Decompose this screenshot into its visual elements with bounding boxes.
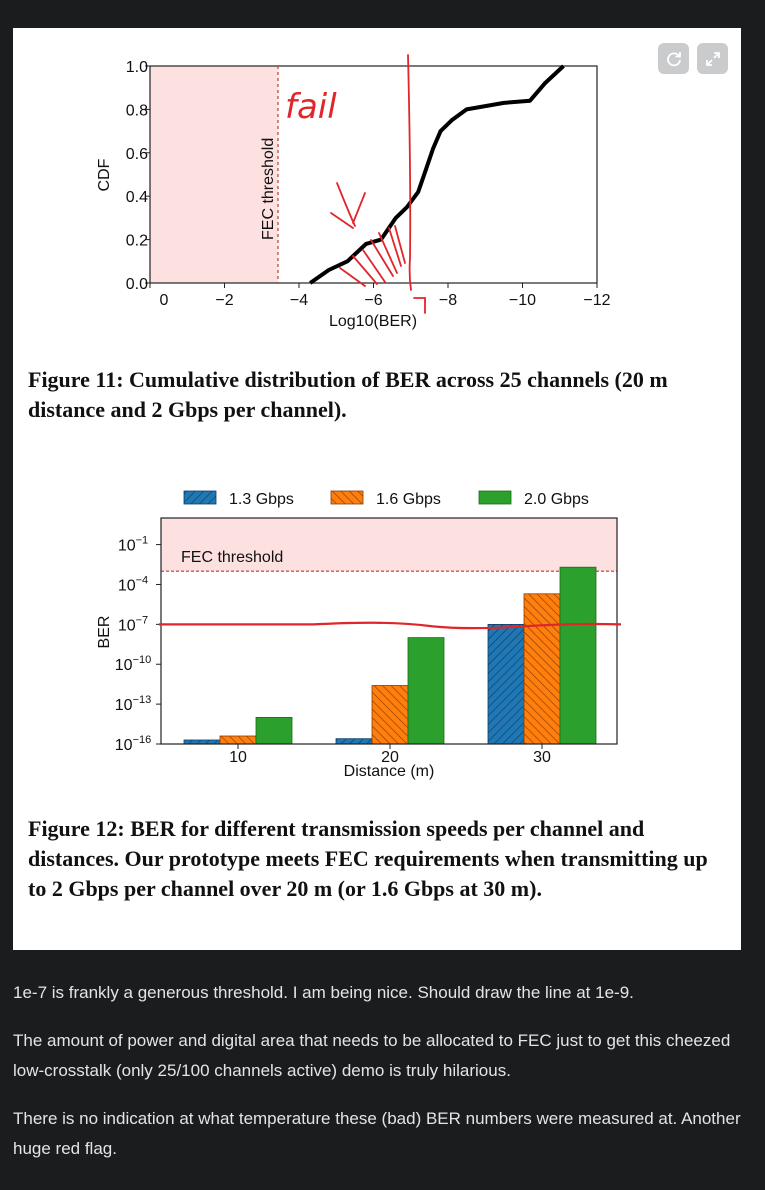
handwritten-vertical-line [408, 55, 411, 290]
x-tick-label: 10 [229, 749, 247, 766]
y-tick-label: 1.0 [125, 59, 148, 76]
legend-label-20: 2.0 Gbps [524, 491, 589, 508]
comment-paragraph: 1e-7 is frankly a generous threshold. I am being nice. Should draw the line at 1e-9. [13, 983, 634, 1002]
figure-12-ylabel: BER [96, 615, 113, 649]
bar [336, 739, 372, 744]
y-tick-label: $10^{-16}$ [114, 734, 152, 754]
handwritten-tick-mark [414, 298, 425, 313]
y-tick-label: $10^{-1}$ [117, 534, 149, 555]
bar [560, 567, 596, 744]
x-tick-label: −4 [289, 292, 309, 309]
handwritten-hatching [340, 226, 405, 286]
y-tick-label: 0.8 [125, 102, 148, 120]
x-tick-label: 20 [381, 749, 399, 766]
fec-threshold-label-12: FEC threshold [181, 549, 284, 566]
y-tick-label: $10^{-7}$ [117, 614, 149, 635]
figure-11-ylabel: CDF [96, 158, 113, 192]
x-tick-label: −6 [364, 292, 383, 309]
expand-icon [704, 50, 722, 68]
x-tick-label: −10 [508, 292, 537, 309]
x-tick-label: 30 [533, 749, 551, 766]
legend-label-13: 1.3 Gbps [229, 491, 294, 508]
bar [256, 717, 292, 744]
bar [524, 594, 560, 744]
cdf-line [310, 66, 563, 283]
y-tick-label: 0.4 [125, 189, 148, 207]
y-tick-label: 0.2 [125, 232, 148, 250]
y-tick-label: $10^{-13}$ [114, 694, 152, 715]
handwritten-annotations [285, 55, 425, 313]
figure-12-xlabel: Distance (m) [343, 763, 435, 780]
figure-11-chart [96, 55, 611, 330]
bar [408, 638, 444, 744]
figure-11-caption: Figure 11: Cumulative distribution of BER across 25 channels (20 m distance and 2 Gbps per channel). [28, 367, 668, 422]
legend-label-16: 1.6 Gbps [376, 491, 441, 508]
bar [372, 686, 408, 745]
figure-card [13, 28, 741, 950]
figure-12-chart [96, 491, 621, 780]
bar [220, 736, 256, 744]
comment-paragraph: There is no indication at what temperature these (bad) BER numbers were measured at. Another huge red flag. [13, 1109, 741, 1158]
legend-swatch-20 [479, 491, 511, 504]
y-tick-label: 0.0 [125, 276, 148, 293]
y-tick-label: 0.6 [125, 145, 148, 163]
figures-canvas [13, 28, 741, 950]
fail-annotation: fail [285, 87, 337, 127]
legend-swatch-13 [184, 491, 216, 504]
refresh-button[interactable] [658, 43, 689, 74]
x-tick-label: −12 [583, 292, 611, 309]
y-tick-label: $10^{-4}$ [117, 574, 149, 595]
fec-threshold-label: FEC threshold [260, 137, 277, 240]
figure-12-legend [184, 491, 589, 508]
x-tick-label: −8 [438, 292, 458, 309]
y-tick-label: $10^{-10}$ [114, 654, 152, 675]
bar [488, 624, 524, 744]
expand-button[interactable] [697, 43, 728, 74]
comment-paragraph: The amount of power and digital area that needs to be allocated to FEC just to get this cheezed low-crosstalk (only 25/100 channels active) demo is truly hilarious. [13, 1031, 731, 1080]
legend-swatch-16 [331, 491, 363, 504]
figure-11-xlabel: Log10(BER) [328, 313, 418, 330]
refresh-icon [665, 50, 683, 68]
x-tick-label: −2 [215, 292, 234, 309]
handwritten-arrow [331, 183, 365, 228]
x-tick-label: 0 [159, 292, 169, 309]
comment-text [13, 978, 743, 1182]
fec-fail-region [150, 66, 278, 283]
figure-12-caption: Figure 12: BER for different transmission speeds per channel and distances. Our prototype meets FEC requirements when transmitting up to 2 Gbps per channel over 20 m (or 1.6 Gbps at 30 m). [28, 816, 708, 901]
